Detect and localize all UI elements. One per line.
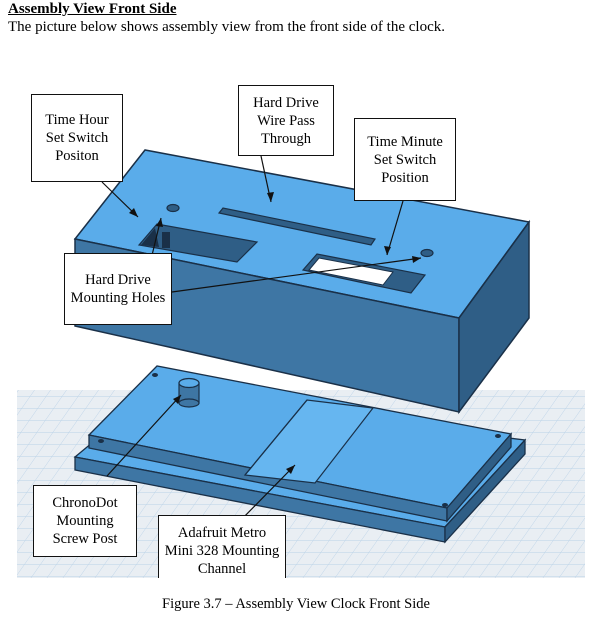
figure-caption: Figure 3.7 – Assembly View Clock Front Side — [162, 596, 430, 612]
assembly-figure — [17, 72, 585, 578]
intro-paragraph: The picture below shows assembly view from the front side of the clock. — [8, 19, 445, 35]
callout-adafruit-channel: Adafruit Metro Mini 328 Mounting Channel — [158, 515, 286, 578]
callout-chronodot-post: ChronoDot Mounting Screw Post — [33, 485, 137, 557]
section-heading: Assembly View Front Side — [8, 1, 177, 17]
callout-time-hour-set: Time Hour Set Switch Positon — [31, 94, 123, 182]
callout-time-minute-set: Time Minute Set Switch Position — [354, 118, 456, 201]
callout-hard-drive-holes: Hard Drive Mounting Holes — [64, 253, 172, 325]
chronodot-post — [179, 379, 199, 408]
callout-hard-drive-wire: Hard Drive Wire Pass Through — [238, 85, 334, 156]
